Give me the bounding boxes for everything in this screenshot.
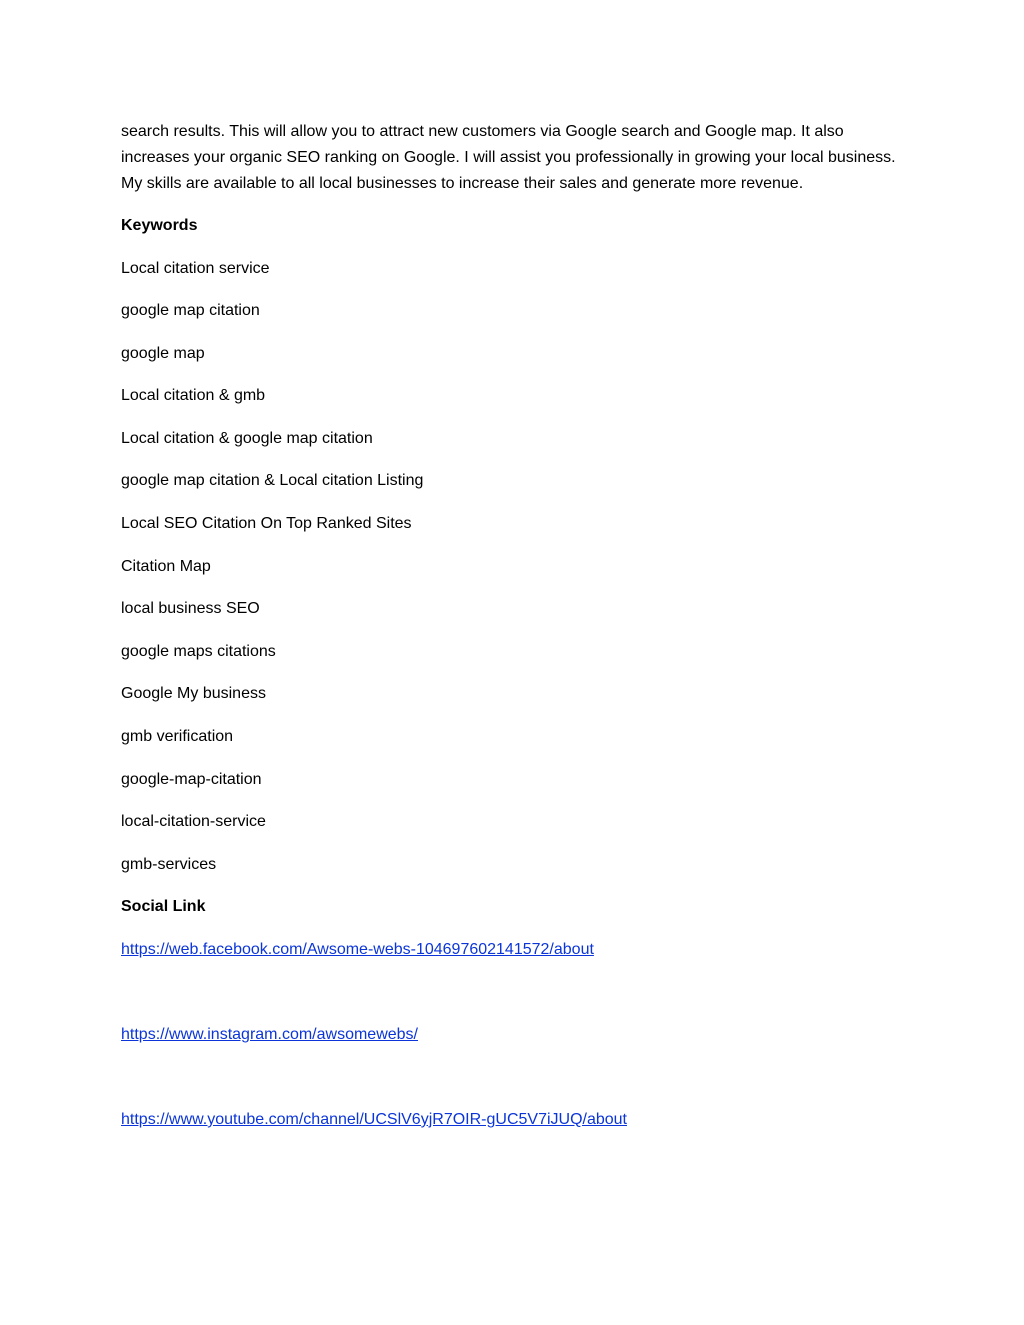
keyword-item: google maps citations <box>121 642 276 660</box>
keywords-heading: Keywords <box>121 217 198 234</box>
social-link-row <box>121 1022 901 1107</box>
keyword-item: Local citation & google map citation <box>121 429 373 447</box>
keyword-item: local-citation-service <box>121 813 266 831</box>
youtube-link[interactable]: https://www.youtube.com/channel/UCSlV6yjR7OIR-gUC5V7iJUQ/about <box>121 1110 627 1128</box>
intro-paragraph: search results. This will allow you to attract new customers via Google search and Google map. It also increases your organic SEO ranking on Google. I will assist you professionally in growing your local business. My skills are available to all local businesses to increase their sales and generate more revenue. <box>121 123 896 192</box>
keyword-item: Local citation & gmb <box>121 387 266 405</box>
instagram-link[interactable]: https://www.instagram.com/awsomewebs/ <box>121 1025 418 1043</box>
keyword-item: Local SEO Citation On Top Ranked Sites <box>121 515 412 533</box>
document-body <box>121 119 901 1192</box>
keyword-item: Citation Map <box>121 557 211 575</box>
keyword-item: local business SEO <box>121 600 260 618</box>
social-link-row <box>121 1107 901 1192</box>
keywords-list <box>121 256 901 895</box>
keyword-item: gmb-services <box>121 855 217 873</box>
keyword-item: gmb verification <box>121 728 234 746</box>
keyword-item: google map citation <box>121 302 260 320</box>
social-link-heading: Social Link <box>121 898 206 916</box>
keyword-item: google map citation & Local citation Listing <box>121 472 424 490</box>
facebook-link[interactable]: https://web.facebook.com/Awsome-webs-104697602141572/about <box>121 940 594 958</box>
keyword-item: Local citation service <box>121 259 270 277</box>
social-link-row <box>121 937 901 1022</box>
keyword-item: google map <box>121 344 205 362</box>
keyword-item: google-map-citation <box>121 770 262 788</box>
keyword-item: Google My business <box>121 685 266 703</box>
